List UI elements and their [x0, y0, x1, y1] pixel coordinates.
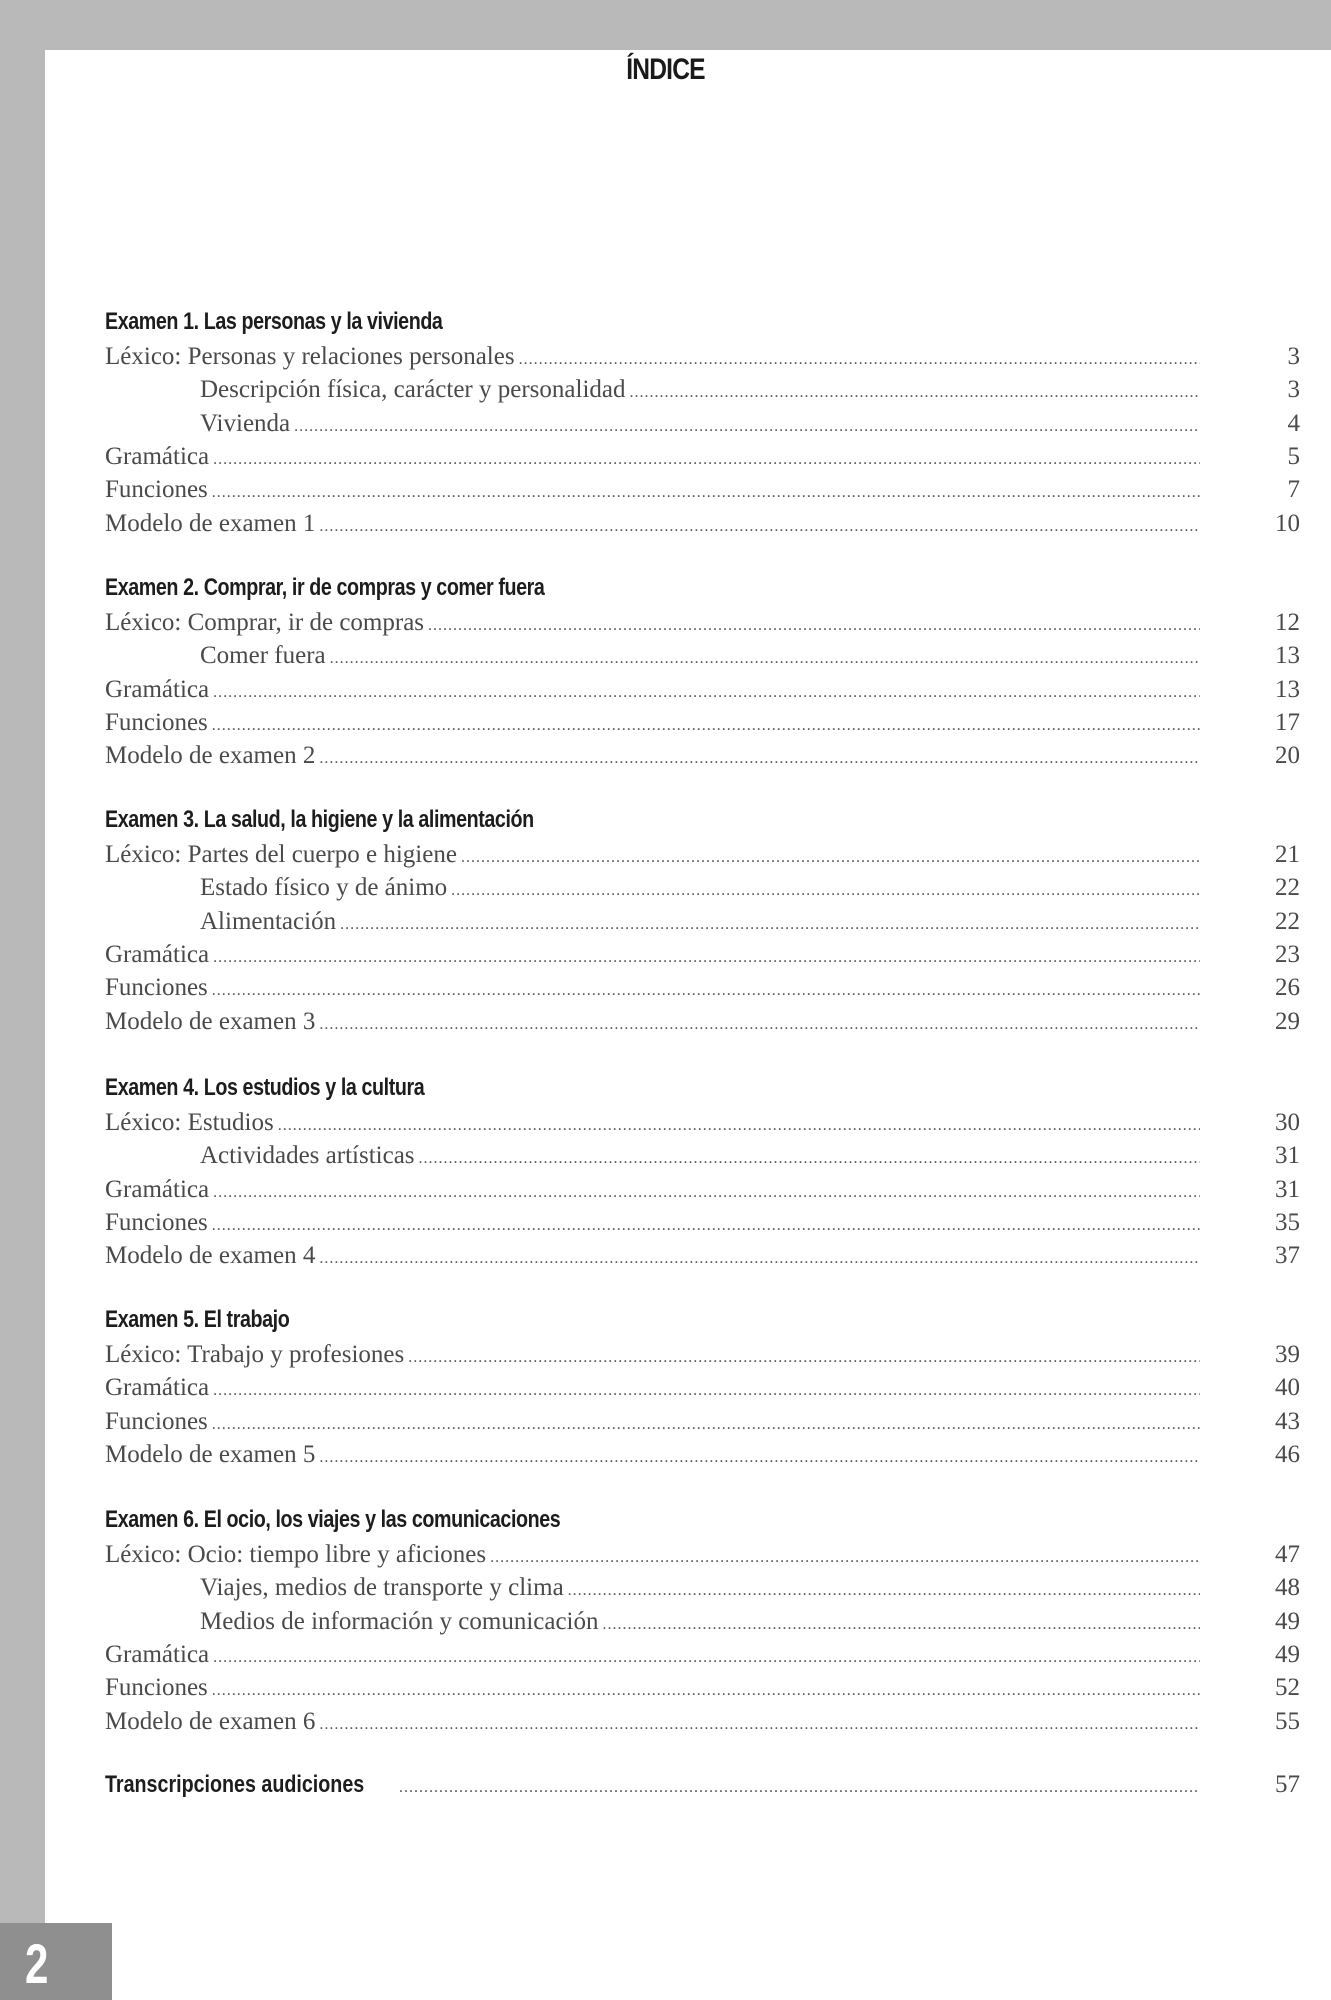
toc-entry[interactable] — [105, 606, 1300, 639]
toc-entry[interactable] — [105, 1371, 1300, 1404]
toc-entry-page: 46 — [1275, 1440, 1300, 1468]
dot-leader — [630, 376, 1201, 409]
toc-entry-page: 40 — [1275, 1374, 1300, 1402]
toc-entry-page: 26 — [1275, 974, 1300, 1002]
toc-entry-page: 43 — [1275, 1407, 1300, 1435]
section-heading: Examen 1. Las personas y la vivienda — [105, 308, 443, 335]
page-number: 2 — [25, 1932, 49, 1995]
toc-entry[interactable] — [105, 871, 1300, 904]
toc-entry-label — [105, 1371, 209, 1404]
toc-entry[interactable] — [105, 1638, 1300, 1671]
toc-entry-label — [105, 507, 315, 540]
toc-entry-text: Léxico: Estudios — [105, 1109, 274, 1136]
section-heading: Examen 3. La salud, la higiene y la alimentación — [105, 806, 534, 833]
dot-leader — [278, 1109, 1200, 1142]
toc-entry-text: Viajes, medios de transporte y clima — [200, 1574, 564, 1602]
toc-entry-page: 48 — [1275, 1574, 1300, 1602]
toc-entry-label — [105, 1239, 315, 1272]
toc-entry-text: Gramática — [105, 940, 210, 968]
toc-entry-page: 12 — [1275, 609, 1300, 636]
dot-leader — [213, 443, 1200, 476]
dot-leader — [399, 1771, 1200, 1804]
toc-entry-label — [105, 1705, 315, 1738]
toc-entry-text: Modelo de examen 4 — [105, 1242, 316, 1270]
toc-entry-label — [200, 1571, 564, 1604]
toc-entry[interactable] — [105, 440, 1300, 473]
toc-entry[interactable] — [105, 938, 1300, 971]
toc-entry-label — [200, 373, 626, 406]
dot-leader — [451, 874, 1200, 907]
toc-entry-page: 13 — [1275, 642, 1300, 670]
toc-entry-page: 39 — [1275, 1341, 1300, 1368]
toc-entry[interactable] — [105, 1239, 1300, 1272]
toc-entry-label — [105, 606, 424, 639]
toc-entry-page: 10 — [1275, 509, 1300, 537]
toc-entry-text: Actividades artísticas — [200, 1142, 415, 1170]
toc-entry[interactable] — [105, 1571, 1300, 1604]
section-heading: Examen 5. El trabajo — [105, 1306, 290, 1333]
dot-leader — [603, 1608, 1201, 1641]
toc-entry-page: 37 — [1275, 1242, 1300, 1270]
toc-entry-text: Alimentación — [200, 907, 337, 935]
dot-leader — [212, 1408, 1200, 1441]
dot-leader — [213, 1176, 1200, 1209]
toc-entry-text: Modelo de examen 1 — [105, 509, 316, 537]
toc-entry-label — [105, 1173, 209, 1206]
dot-leader — [419, 1142, 1200, 1175]
toc-entry-text: Gramática — [105, 1640, 210, 1668]
toc-entry-page: 3 — [1287, 343, 1300, 370]
section-heading: Examen 4. Los estudios y la cultura — [105, 1074, 425, 1101]
toc-entry-page: 5 — [1287, 442, 1300, 470]
toc-entry-label — [105, 838, 457, 871]
dot-leader — [213, 676, 1200, 709]
toc-entry-page: 4 — [1287, 409, 1300, 437]
toc-entry-text: Funciones — [105, 476, 208, 504]
toc-entry-page: 21 — [1275, 841, 1300, 868]
page-number-badge — [0, 1923, 112, 2000]
toc-entry-text: Léxico: Trabajo y profesiones — [105, 1341, 405, 1368]
toc-entry-label — [105, 1405, 208, 1438]
toc-entry-label — [105, 706, 208, 739]
toc-entry-text: Modelo de examen 5 — [105, 1440, 316, 1468]
toc-entry[interactable] — [105, 407, 1300, 440]
toc-entry[interactable] — [105, 473, 1300, 506]
toc-entry-page: 30 — [1275, 1109, 1300, 1136]
section-heading: Examen 2. Comprar, ir de compras y comer fuera — [105, 574, 545, 601]
transcriptions-page: 57 — [1275, 1771, 1300, 1798]
toc-entry-transcriptions[interactable] — [105, 1768, 1300, 1801]
toc-entry[interactable] — [105, 1106, 1300, 1139]
toc-entry[interactable] — [105, 1005, 1300, 1038]
toc-entry[interactable] — [105, 1671, 1300, 1704]
toc-entry-label — [105, 938, 209, 971]
dot-leader — [212, 1209, 1200, 1242]
toc-entry[interactable] — [105, 1405, 1300, 1438]
toc-entry-page: 22 — [1275, 874, 1300, 902]
dot-leader — [319, 1008, 1200, 1041]
toc-entry-page: 52 — [1275, 1674, 1300, 1702]
dot-leader — [213, 1641, 1200, 1674]
dot-leader — [428, 609, 1200, 642]
toc-entry-label — [105, 1538, 486, 1571]
toc-entry-label — [105, 673, 209, 706]
toc-entry-text: Léxico: Partes del cuerpo e higiene — [105, 841, 457, 868]
toc-entry-page: 13 — [1275, 675, 1300, 703]
toc-entry[interactable] — [105, 1139, 1300, 1172]
toc-entry[interactable] — [105, 739, 1300, 772]
toc-entry-text: Gramática — [105, 442, 210, 470]
toc-entry-label — [105, 971, 208, 1004]
toc-entry[interactable] — [105, 706, 1300, 739]
toc-entry-label — [105, 340, 515, 373]
transcriptions-label: Transcripciones audiciones — [105, 1771, 365, 1798]
toc-entry-page: 3 — [1287, 376, 1300, 404]
toc-entry[interactable] — [105, 905, 1300, 938]
toc-entry-label — [200, 639, 326, 672]
toc-entry-page: 31 — [1275, 1142, 1300, 1170]
toc-entry-page: 29 — [1275, 1007, 1300, 1035]
toc-entry-label — [105, 1638, 209, 1671]
toc-entry-label — [200, 1139, 415, 1172]
toc-entry-text: Gramática — [105, 675, 210, 703]
toc-entry-page: 20 — [1275, 742, 1300, 770]
dot-leader — [319, 742, 1200, 775]
dot-leader — [319, 1708, 1200, 1741]
toc-entry-text: Vivienda — [200, 409, 291, 437]
dot-leader — [461, 841, 1200, 874]
toc-entry[interactable] — [105, 373, 1300, 406]
dot-leader — [213, 1374, 1200, 1407]
toc-entry[interactable] — [105, 1705, 1300, 1738]
section-heading: Examen 6. El ocio, los viajes y las comunicaciones — [105, 1506, 561, 1533]
toc-entry[interactable] — [105, 971, 1300, 1004]
page-title: ÍNDICE — [626, 53, 705, 86]
dot-leader — [319, 1242, 1200, 1275]
toc-entry[interactable] — [105, 340, 1300, 373]
toc-entry-page: 47 — [1275, 1541, 1300, 1568]
dot-leader — [212, 1674, 1200, 1707]
toc-entry-text: Modelo de examen 6 — [105, 1707, 316, 1735]
toc-entry-page: 22 — [1275, 907, 1300, 935]
toc-entry-label — [200, 871, 447, 904]
toc-entry[interactable] — [105, 838, 1300, 871]
toc-entry-label — [105, 1671, 208, 1704]
dot-leader — [490, 1541, 1200, 1574]
toc-entry[interactable] — [105, 1605, 1300, 1638]
toc-entry[interactable] — [105, 673, 1300, 706]
dot-leader — [519, 343, 1200, 376]
toc-entry-page: 49 — [1275, 1607, 1300, 1635]
toc-entry[interactable] — [105, 1338, 1300, 1371]
toc-entry-label — [200, 905, 336, 938]
toc-entry-label — [105, 440, 209, 473]
dot-leader — [212, 476, 1200, 509]
dot-leader — [212, 974, 1200, 1007]
toc-entry-text: Funciones — [105, 1208, 208, 1236]
toc-entry[interactable] — [105, 1538, 1300, 1571]
toc-entry-text: Gramática — [105, 1374, 210, 1402]
dot-leader — [568, 1574, 1200, 1607]
toc-entry-text: Medios de información y comunicación — [200, 1607, 599, 1635]
toc-entry-label — [105, 1438, 315, 1471]
toc-entry-page: 35 — [1275, 1208, 1300, 1236]
dot-leader — [212, 709, 1200, 742]
toc-entry-label — [105, 739, 315, 772]
toc-entry-label — [105, 1106, 274, 1139]
toc-entry-text: Léxico: Ocio: tiempo libre y aficiones — [105, 1541, 487, 1568]
dot-leader — [330, 642, 1200, 675]
toc-entry[interactable] — [105, 507, 1300, 540]
toc-entry-page: 23 — [1275, 940, 1300, 968]
dot-leader — [319, 1441, 1200, 1474]
dot-leader — [294, 410, 1200, 443]
toc-entry-text: Comer fuera — [200, 642, 326, 670]
toc-entry-text: Descripción física, carácter y personalidad — [200, 376, 626, 404]
toc-entry-text: Modelo de examen 2 — [105, 742, 316, 770]
toc-entry-label — [200, 1605, 599, 1638]
toc-entry-text: Funciones — [105, 974, 208, 1002]
toc-entry[interactable] — [105, 1438, 1300, 1471]
toc-entry-text: Léxico: Personas y relaciones personales — [105, 343, 515, 370]
toc-entry-text: Funciones — [105, 708, 208, 736]
dot-leader — [408, 1341, 1200, 1374]
toc-entry[interactable] — [105, 1173, 1300, 1206]
toc-entry-label — [200, 407, 290, 440]
toc-entry-page: 7 — [1287, 476, 1300, 504]
toc-entry-text: Estado físico y de ánimo — [200, 874, 448, 902]
toc-entry-text: Modelo de examen 3 — [105, 1007, 316, 1035]
toc-entry[interactable] — [105, 639, 1300, 672]
toc-entry-label — [105, 1338, 404, 1371]
toc-entry-page: 49 — [1275, 1640, 1300, 1668]
toc-entry-text: Funciones — [105, 1407, 208, 1435]
toc-entry[interactable] — [105, 1206, 1300, 1239]
dot-leader — [319, 510, 1200, 543]
dot-leader — [213, 941, 1200, 974]
toc-entry-label — [105, 473, 208, 506]
toc-entry-page: 55 — [1275, 1707, 1300, 1735]
toc-entry-text: Funciones — [105, 1674, 208, 1702]
toc-entry-text: Léxico: Comprar, ir de compras — [105, 609, 425, 636]
toc-entry-page: 17 — [1275, 708, 1300, 736]
toc-entry-page: 31 — [1275, 1175, 1300, 1203]
toc-entry-label — [105, 1005, 315, 1038]
toc-entry-text: Gramática — [105, 1175, 210, 1203]
dot-leader — [340, 908, 1200, 941]
toc-entry-label — [105, 1206, 208, 1239]
